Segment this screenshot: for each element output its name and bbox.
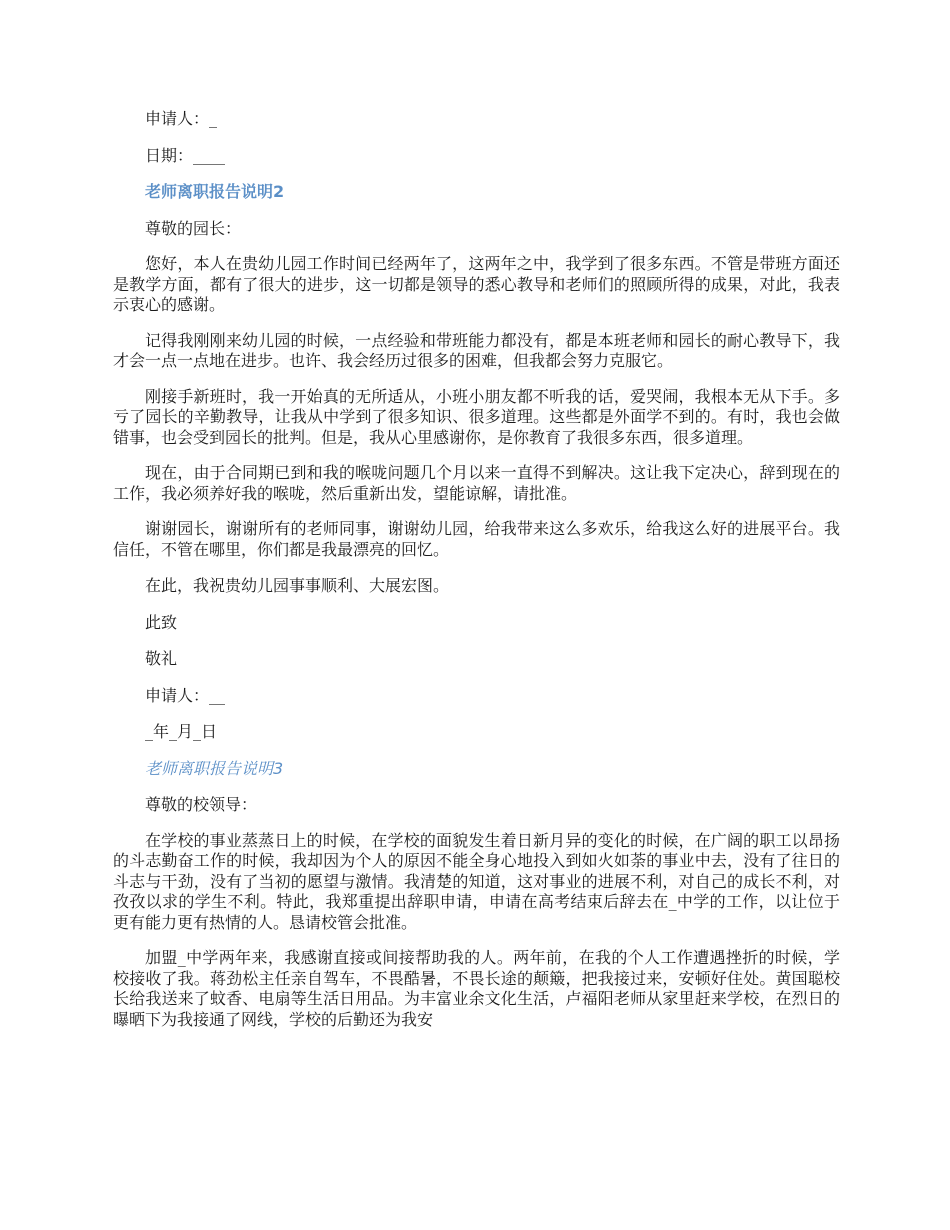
section-heading: 老师离职报告说明3 <box>145 758 284 778</box>
salutation: 尊敬的校领导： <box>145 795 258 814</box>
applicant-line: 申请人：_ <box>145 109 218 128</box>
body-paragraph: 记得我刚刚来幼儿园的时候，一点经验和带班能力都没有，都是本班老师和园长的耐心教导下，我才会一点一点地在进步。也许、我会经历过很多的困难，但我都会努力克服它。 <box>113 330 840 370</box>
body-paragraph: 刚接手新班时，我一开始真的无所适从，小班小朋友都不听我的话，爱哭闹，我根本无从下手。多亏了园长的辛勤教导，让我从中学到了很多知识、很多道理。这些都是外面学不到的。有时，我也会做错事，也会受到园长的批判。但是，我从心里感谢你，是你教育了我很多东西，很多道理。 <box>113 386 840 447</box>
closing-line: 此致 <box>145 612 178 632</box>
body-paragraph: 谢谢园长，谢谢所有的老师同事，谢谢幼儿园，给我带来这么多欢乐，给我这么好的进展平台。我信任，不管在哪里，你们都是我最漂亮的回忆。 <box>113 519 840 559</box>
body-paragraph: 在学校的事业蒸蒸日上的时候，在学校的面貌发生着日新月异的变化的时候，在广阔的职工以昂扬的斗志勤奋工作的时候，我却因为个人的原因不能全身心地投入到如火如荼的事业中去，没有了往日的斗志与干劲，没有了当初的愿望与激情。我清楚的知道，这对事业的进展不利，对自己的成长不利，对孜孜以求的学生不利。特此，我郑重提出辞职申请，申请在高考结束后辞去在_中学的工作，以让位于更有能力更有热情的人。恳请校管会批准。 <box>113 830 840 932</box>
body-paragraph: 您好，本人在贵幼儿园工作时间已经两年了，这两年之中，我学到了很多东西。不管是带班方面还是教学方面，都有了很大的进步，这一切都是领导的悉心教导和老师们的照顾所得的成果，对此，我表示衷心的感谢。 <box>113 254 840 314</box>
body-paragraph: 在此，我祝贵幼儿园事事顺利、大展宏图。 <box>145 576 450 595</box>
date-line: 日期：____ <box>145 145 226 165</box>
date-line: _年_月_日 <box>145 722 218 741</box>
salutation: 尊敬的园长： <box>145 218 242 238</box>
body-paragraph: 加盟_中学两年来，我感谢直接或间接帮助我的人。两年前，在我的个人工作遭遇挫折的时候，学校接收了我。蒋劲松主任亲自驾车，不畏酷暑，不畏长途的颠簸，把我接过来，安顿好住处。黄国聪校长给我送来了蚊香、电扇等生活日用品。为丰富业余文化生活，卢福阳老师从家里赶来学校，在烈日的曝晒下为我接通了网线，学校的后勤还为我安 <box>113 948 840 1029</box>
body-paragraph: 现在，由于合同期已到和我的喉咙问题几个月以来一直得不到解决。这让我下定决心，辞到现在的工作，我必须养好我的喉咙，然后重新出发，望能谅解，请批准。 <box>113 463 840 503</box>
closing-line: 敬礼 <box>145 649 178 668</box>
applicant-line: 申请人：__ <box>145 685 226 705</box>
document-page <box>113 108 840 1045</box>
section-heading: 老师离职报告说明2 <box>145 182 285 201</box>
